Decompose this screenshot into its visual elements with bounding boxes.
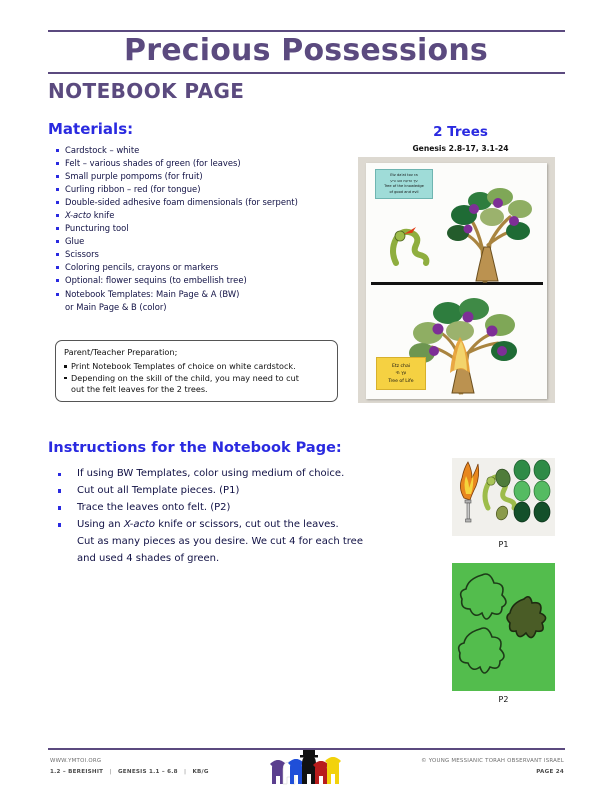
materials-list-item: Glue <box>54 235 354 248</box>
footer-initials: KB/G <box>192 769 209 775</box>
section-heading: NOTEBOOK PAGE <box>48 79 245 103</box>
materials-list-item: Double-sided adhesive foam dimensionals (for serpent) <box>54 196 354 209</box>
materials-list-item: Puncturing tool <box>54 222 354 235</box>
materials-list-item: Coloring pencils, crayons or markers <box>54 261 354 274</box>
instructions-list-item: and used 4 shades of green. <box>77 552 220 564</box>
italic-term: X-acto <box>65 210 92 221</box>
prep-list-item: Depending on the skill of the child, you may need to cut <box>64 373 329 385</box>
logo-figure-blue <box>288 759 304 784</box>
instructions-list-item: Cut as many pieces as you desire. We cut 4 for each tree <box>77 535 363 547</box>
instructions-list-item: Trace the leaves onto felt. (P2) <box>54 500 414 517</box>
label-knowledge-line2: עץ הדעת טוב ורע <box>390 178 418 183</box>
notebook-page-photo <box>358 157 555 403</box>
photo-template-pieces <box>452 458 555 536</box>
footer-separator-1: | <box>109 769 112 775</box>
serpent-illustration <box>386 225 430 267</box>
footer-lesson-line <box>50 767 209 778</box>
materials-list-item: X-acto knife <box>54 209 354 222</box>
footer-scripture: GENESIS 1.1 – 6.8 <box>117 769 178 775</box>
footer-copyright: © YOUNG MESSIANIC TORAH OBSERVANT ISRAEL <box>421 758 564 764</box>
materials-list-item: or Main Page & B (color) <box>65 301 167 312</box>
logo-figure-red <box>313 761 329 784</box>
caption-p2: P2 <box>498 695 509 704</box>
photo-felt-tracing <box>452 563 555 691</box>
footer-page-number: PAGE 24 <box>536 769 564 775</box>
instructions-list-item: Cut out all Template pieces. (P1) <box>54 483 414 500</box>
materials-list-item: Optional: flower sequins (to embellish tree) <box>54 274 354 287</box>
footer-right <box>421 756 564 778</box>
p2-contents <box>452 563 555 691</box>
label-life-line2: עץ חי <box>395 371 407 377</box>
caption-p1: P1 <box>498 540 509 549</box>
materials-list <box>54 144 354 314</box>
figure-scripture-reference: Genesis 2.8-17, 3.1-24 <box>412 144 509 153</box>
materials-list-item: Scissors <box>54 248 354 261</box>
instructions-list-item: If using BW Templates, color using medium of choice. <box>54 466 414 483</box>
label-knowledge-line1: Etz da'at tov ra <box>390 173 418 177</box>
italic-term: X-acto <box>123 518 156 530</box>
logo-figure-yellow <box>325 757 341 784</box>
page-title: Precious Possessions <box>124 33 488 68</box>
footer-separator-2: | <box>183 769 187 775</box>
instructions-list-item: Using an X-acto knife or scissors, cut out the leaves. <box>54 517 414 534</box>
materials-list-item: Curling ribbon – red (for tongue) <box>54 183 354 196</box>
ymtoi-logo <box>268 750 344 786</box>
materials-list-item: Small purple pompoms (for fruit) <box>54 170 354 183</box>
label-tree-of-life <box>376 357 426 390</box>
label-tree-of-knowledge <box>375 169 433 199</box>
instructions-heading: Instructions for the Notebook Page: <box>48 440 342 456</box>
footer-left <box>50 756 209 778</box>
tree-of-knowledge-illustration <box>428 173 546 285</box>
prep-box-title: Parent/Teacher Preparation; <box>64 347 178 357</box>
materials-list-item: Felt – various shades of green (for leaves) <box>54 157 354 170</box>
label-life-line1: Etz chai <box>391 364 411 369</box>
prep-list-item: Print Notebook Templates of choice on white cardstock. <box>64 361 329 373</box>
figure-title: 2 Trees <box>433 124 488 140</box>
instructions-list <box>54 466 414 567</box>
label-knowledge-line3: Tree of the knowledge <box>384 184 424 189</box>
prep-list-item: out the felt leaves for the 2 trees. <box>71 384 208 395</box>
prep-box-list <box>64 361 329 396</box>
footer-lesson: 1.2 – BEREISHIT <box>50 769 104 775</box>
materials-list-item: Notebook Templates: Main Page & A (BW) <box>54 288 354 301</box>
footer-website[interactable]: WWW.YMTOI.ORG <box>50 758 102 764</box>
header-rule-bottom <box>48 72 565 74</box>
materials-list-item: Cardstock – white <box>54 144 354 157</box>
label-life-line3: Tree of Life <box>388 378 414 384</box>
materials-heading: Materials: <box>48 120 134 138</box>
photo-paper-sheet <box>366 163 547 399</box>
prep-box <box>55 340 338 402</box>
p1-contents <box>452 458 555 536</box>
label-knowledge-line4: of good and evil <box>389 189 419 194</box>
